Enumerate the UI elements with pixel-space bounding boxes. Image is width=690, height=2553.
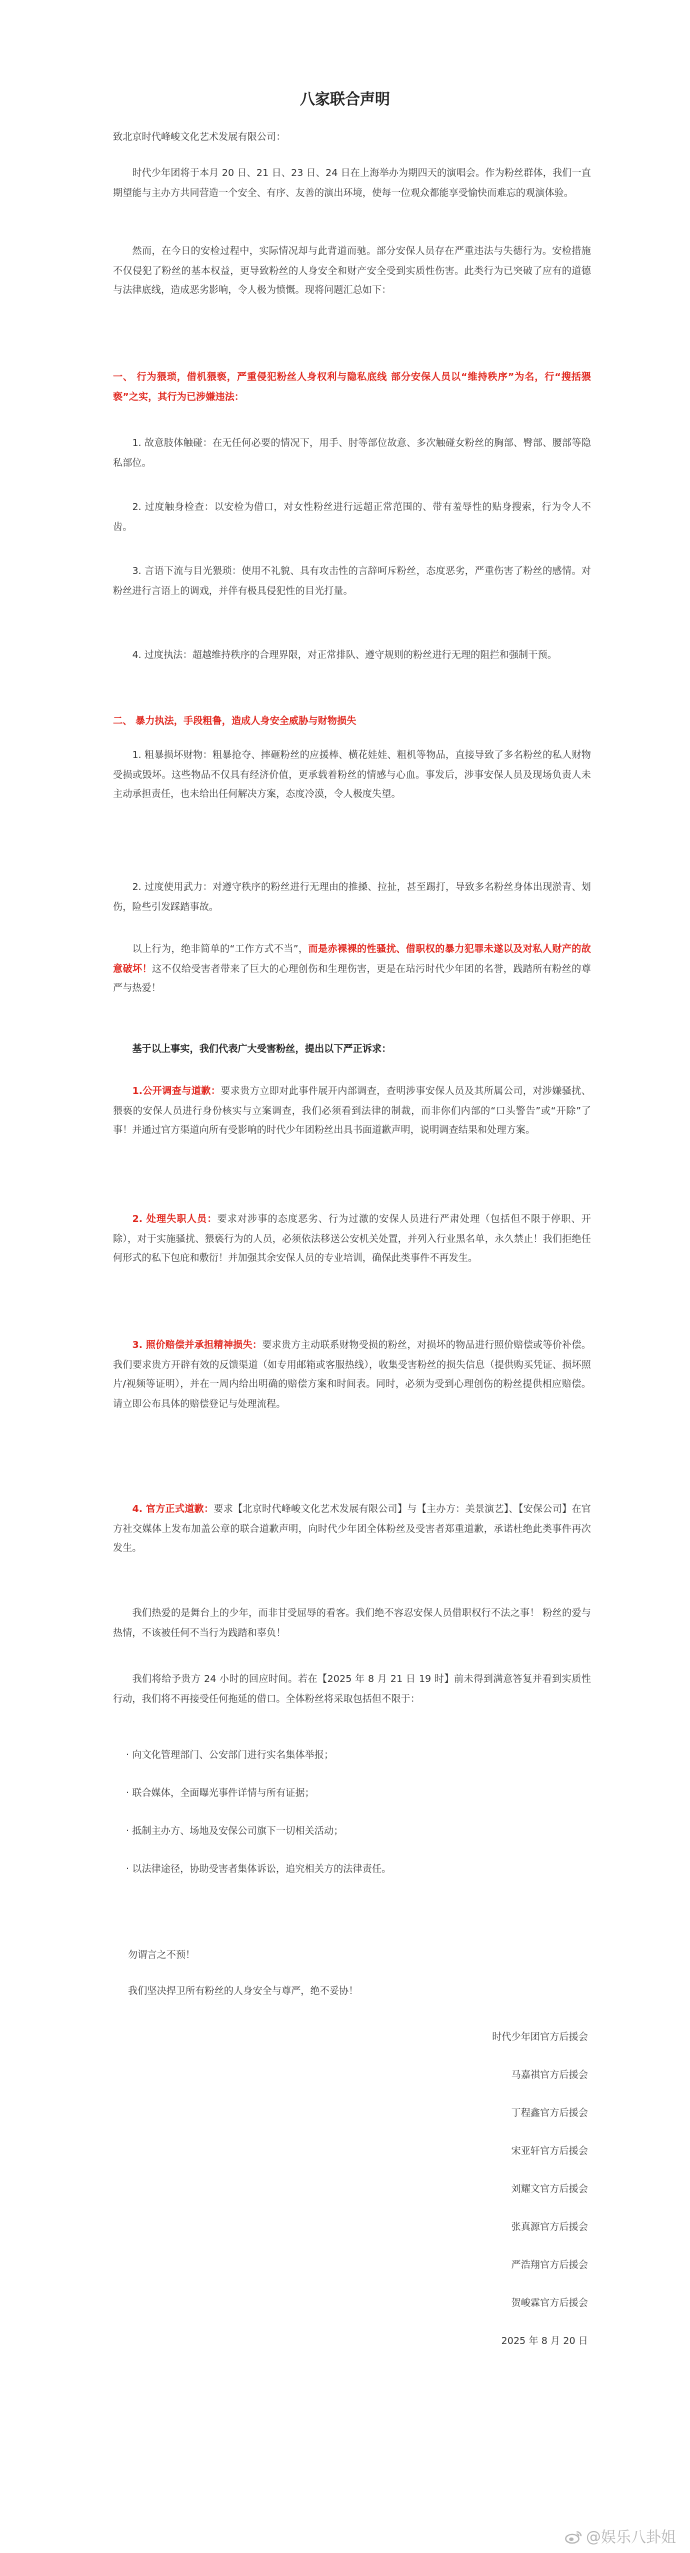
signatory-7: 严浩翔官方后援会 [511,2260,588,2271]
section-1-item-1: 1. 故意肢体触碰：在无任何必要的情况下，用手、肘等部位故意、多次触碰女粉丝的胸部、臀部、腰部等隐私部位。 [113,438,591,469]
salutation: 致北京时代峰峻文化艺术发展有限公司： [113,132,286,143]
watermark [565,2526,676,2547]
demand-3-label: 3. 照价赔偿并承担精神损失： [132,1340,263,1351]
section-1-item-3: 3. 言语下流与目光猥琐：使用不礼貌、具有攻击性的言辞呵斥粉丝，态度恶劣，严重伤害了粉丝的感情。对粉丝进行言语上的调戏，并伴有极具侵犯性的目光打量。 [113,566,591,597]
closing-paragraph-1: 我们热爱的是舞台上的少年，而非甘受屈辱的看客。我们绝不容忍安保人员借职权行不法之事！ 粉丝的爱与热情，不该被任何不当行为践踏和辜负！ [113,1608,591,1639]
signatory-1: 时代少年团官方后援会 [492,2032,588,2043]
action-bullet-1: · 向文化管理部门、公安部门进行实名集体举报； [126,1750,334,1761]
demand-2-text: 要求对涉事的态度恶劣、行为过激的安保人员进行严肃处理（包括但不限于停职、开除），对于实施骚扰、猥亵行为的人员，必须依法移送公安机关处置，并列入行业黑名单，永久禁止！我们拒绝任何形式的私下包庇和敷衍！并加强其余安保人员的专业培训，确保此类事件不再发生。 [113,1214,592,1265]
demand-4-label: 4. 官方正式道歉： [132,1504,214,1515]
signatory-8: 贺峻霖官方后援会 [511,2298,588,2309]
action-bullet-2: · 联合媒体，全面曝光事件详情与所有证据； [126,1788,315,1799]
watermark-text: @娱乐八卦姐 [585,2528,676,2546]
demand-1-text: 要求贵方立即对此事件展开内部调查，查明涉事安保人员及其所属公司，对涉嫌骚扰、猥亵的安保人员进行身份核实与立案调查，我们必须看到法律的制裁，而非你们内部的“口头警告”或“开除”了事！并通过官方渠道向所有受影响的时代少年团粉丝出具书面道歉声明，说明调查结果和处理方案。 [113,1086,592,1137]
demand-1-label: 1.公开调查与道歉： [132,1086,221,1097]
demand-4 [113,1500,591,1559]
signatory-3: 丁程鑫官方后援会 [511,2108,588,2119]
conclusion-red-text: 而是赤裸裸的性骚扰、借职权的暴力犯罪未遂以及对私人财产的故意破坏！ [113,944,591,975]
demands-intro: 基于以上事实，我们代表广大受害粉丝，提出以下严正诉求： [132,1044,392,1055]
conclusion-prefix: 以上行为，绝非简单的“工作方式不当”， [132,944,309,955]
section-2-item-1: 1. 粗暴损坏财物：粗暴抢夺、摔砸粉丝的应援棒、横花娃娃、粗机等物品，直接导致了多名粉丝的私人财物受损或毁坏。这些物品不仅具有经济价值，更承载着粉丝的情感与心血。事发后，涉事安保人员及现场负责人未主动承担责任，也未给出任何解决方案，态度冷漠，令人极度失望。 [113,750,591,801]
weibo-logo-icon [565,2530,583,2544]
demand-2-label: 2. 处理失职人员： [132,1214,218,1225]
signatory-2: 马嘉祺官方后援会 [511,2070,588,2081]
signatory-5: 刘耀文官方后援会 [511,2184,588,2195]
section-1-heading: 一、 行为猥琐，借机猥亵，严重侵犯粉丝人身权利与隐私底线 部分安保人员以“维持秩序”为名，行“搜括猥亵”之实，其行为已涉嫌违法： [113,372,591,403]
document-title: 八家联合声明 [299,90,390,108]
final-line-2: 我们坚决捍卫所有粉丝的人身安全与尊严，绝不妥协！ [128,1986,359,1997]
signatory-4: 宋亚轩官方后援会 [511,2146,588,2157]
demand-2 [113,1210,591,1269]
section-1-item-4: 4. 过度执法：超越维持秩序的合理界限，对正常排队、遵守规则的粉丝进行无理的阻拦和强制干预。 [132,650,557,661]
demand-3 [113,1336,591,1415]
signatory-6: 张真源官方后援会 [511,2222,588,2233]
closing-paragraph-2: 我们将给予贵方 24 小时的回应时间。若在【2025 年 8 月 21 日 19 时】前未得到满意答复并看到实质性行动，我们将不再接受任何拖延的借口。全体粉丝将采取包括但不限于： [113,1674,591,1705]
section-2-conclusion [113,940,591,999]
section-2-heading: 二、 暴力执法，手段粗鲁，造成人身安全威胁与财物损失 [113,716,357,727]
demand-3-text: 要求贵方主动联系财物受损的粉丝，对损坏的物品进行照价赔偿或等价补偿。我们要求贵方开辟有效的反馈渠道（如专用邮箱或客服热线），收集受害粉丝的损失信息（提供购买凭证、损坏照片/视频等证明），并在一周内给出明确的赔偿方案和时间表。同时，必须为受到心理创伤的粉丝提供相应赔偿。请立即公布具体的赔偿登记与处理流程。 [113,1340,591,1410]
final-line-1: 勿谓言之不预！ [128,1950,196,1961]
section-1-item-2: 2. 过度触身检查：以安检为借口，对女性粉丝进行远超正常范围的、带有羞辱性的贴身搜索，行为令人不齿。 [113,502,591,533]
demand-4-text: 要求【北京时代峰峻文化艺术发展有限公司】与【主办方：美景演艺】、【安保公司】在官方社交媒体上发布加盖公章的联合道歉声明，向时代少年团全体粉丝及受害者郑重道歉，承诺杜绝此类事件再次发生。 [113,1504,591,1555]
action-bullet-3: · 抵制主办方、场地及安保公司旗下一切相关活动； [126,1826,344,1837]
intro-paragraph-1: 时代少年团将于本月 20 日、21 日、23 日、24 日在上海举办为期四天的演唱会。作为粉丝群体，我们一直期望能与主办方共同营造一个安全、有序、友善的演出环境，使每一位观众都能享受愉快而难忘的观演体验。 [113,168,591,199]
intro-paragraph-2: 然而，在今日的安检过程中，实际情况却与此背道而驰。部分安保人员存在严重违法与失德行为。安检措施不仅侵犯了粉丝的基本权益，更导致粉丝的人身安全和财产安全受到实质性伤害。此类行为已突破了应有的道德与法律底线，造成恶劣影响，令人极为愤慨。现将问题汇总如下： [113,246,591,297]
section-2-item-2: 2. 过度使用武力：对遵守秩序的粉丝进行无理由的推搡、拉扯，甚至踢打，导致多名粉丝身体出现淤青、划伤，险些引发踩踏事故。 [113,882,591,913]
conclusion-suffix: 这不仅给受害者带来了巨大的心理创伤和生理伤害，更是在玷污时代少年团的名誉，践踏所有粉丝的尊严与热爱！ [113,963,592,995]
demand-1 [113,1082,591,1141]
action-bullet-4: · 以法律途径，协助受害者集体诉讼，追究相关方的法律责任。 [126,1864,392,1875]
statement-date: 2025 年 8 月 20 日 [501,2336,588,2347]
